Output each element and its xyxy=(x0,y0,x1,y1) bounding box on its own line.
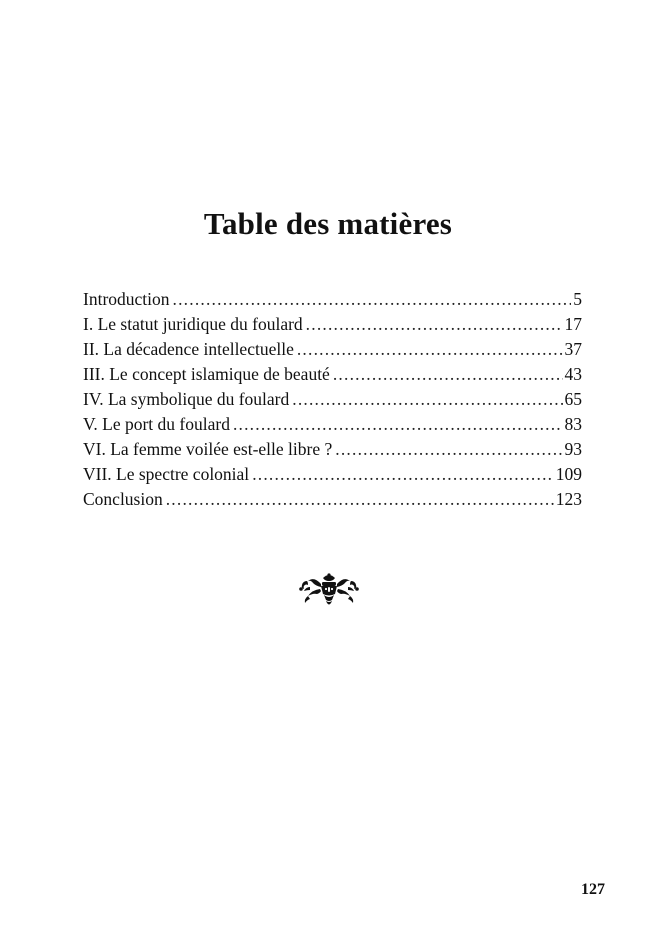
toc-entry-label: VII. Le spectre colonial xyxy=(83,464,250,484)
page-title: Table des matières xyxy=(203,206,453,241)
page-number: 127 xyxy=(581,881,605,898)
toc-entry-page: 5 xyxy=(573,289,582,309)
toc-entry-page: 123 xyxy=(555,489,582,509)
toc-entry[interactable] xyxy=(83,362,582,387)
toc-entry-page: 65 xyxy=(564,389,582,409)
table-of-contents xyxy=(83,287,582,512)
toc-dot-leader xyxy=(306,312,563,337)
toc-entry[interactable] xyxy=(83,312,582,337)
toc-entry-label: II. La décadence intellectuelle xyxy=(83,339,294,359)
toc-entry-page: 17 xyxy=(564,314,582,334)
toc-entry-label: V. Le port du foulard xyxy=(83,414,230,434)
toc-entry[interactable] xyxy=(83,287,582,312)
fleuron-ornament-icon xyxy=(298,572,360,608)
toc-entry-label: Conclusion xyxy=(83,489,163,509)
toc-dot-leader xyxy=(252,462,554,487)
toc-entry-label: IV. La symbolique du foulard xyxy=(83,389,290,409)
toc-dot-leader xyxy=(233,412,563,437)
toc-entry-label: VI. La femme voilée est-elle libre ? xyxy=(83,439,333,459)
toc-dot-leader xyxy=(333,362,563,387)
toc-dot-leader xyxy=(166,487,554,512)
toc-entry-label: Introduction xyxy=(83,289,170,309)
toc-entry[interactable] xyxy=(83,462,582,487)
toc-entry[interactable] xyxy=(83,487,582,512)
toc-dot-leader xyxy=(292,387,562,412)
toc-entry-page: 93 xyxy=(564,439,582,459)
toc-entry-page: 43 xyxy=(564,364,582,384)
toc-entry-page: 83 xyxy=(564,414,582,434)
toc-dot-leader xyxy=(335,437,562,462)
toc-dot-leader xyxy=(297,337,563,362)
toc-entry[interactable] xyxy=(83,387,582,412)
toc-entry[interactable] xyxy=(83,437,582,462)
toc-entry[interactable] xyxy=(83,412,582,437)
toc-entry-page: 109 xyxy=(555,464,582,484)
toc-entry-page: 37 xyxy=(564,339,582,359)
toc-dot-leader xyxy=(173,287,572,312)
toc-entry[interactable] xyxy=(83,337,582,362)
toc-entry-label: III. Le concept islamique de beauté xyxy=(83,364,330,384)
toc-entry-label: I. Le statut juridique du foulard xyxy=(83,314,303,334)
